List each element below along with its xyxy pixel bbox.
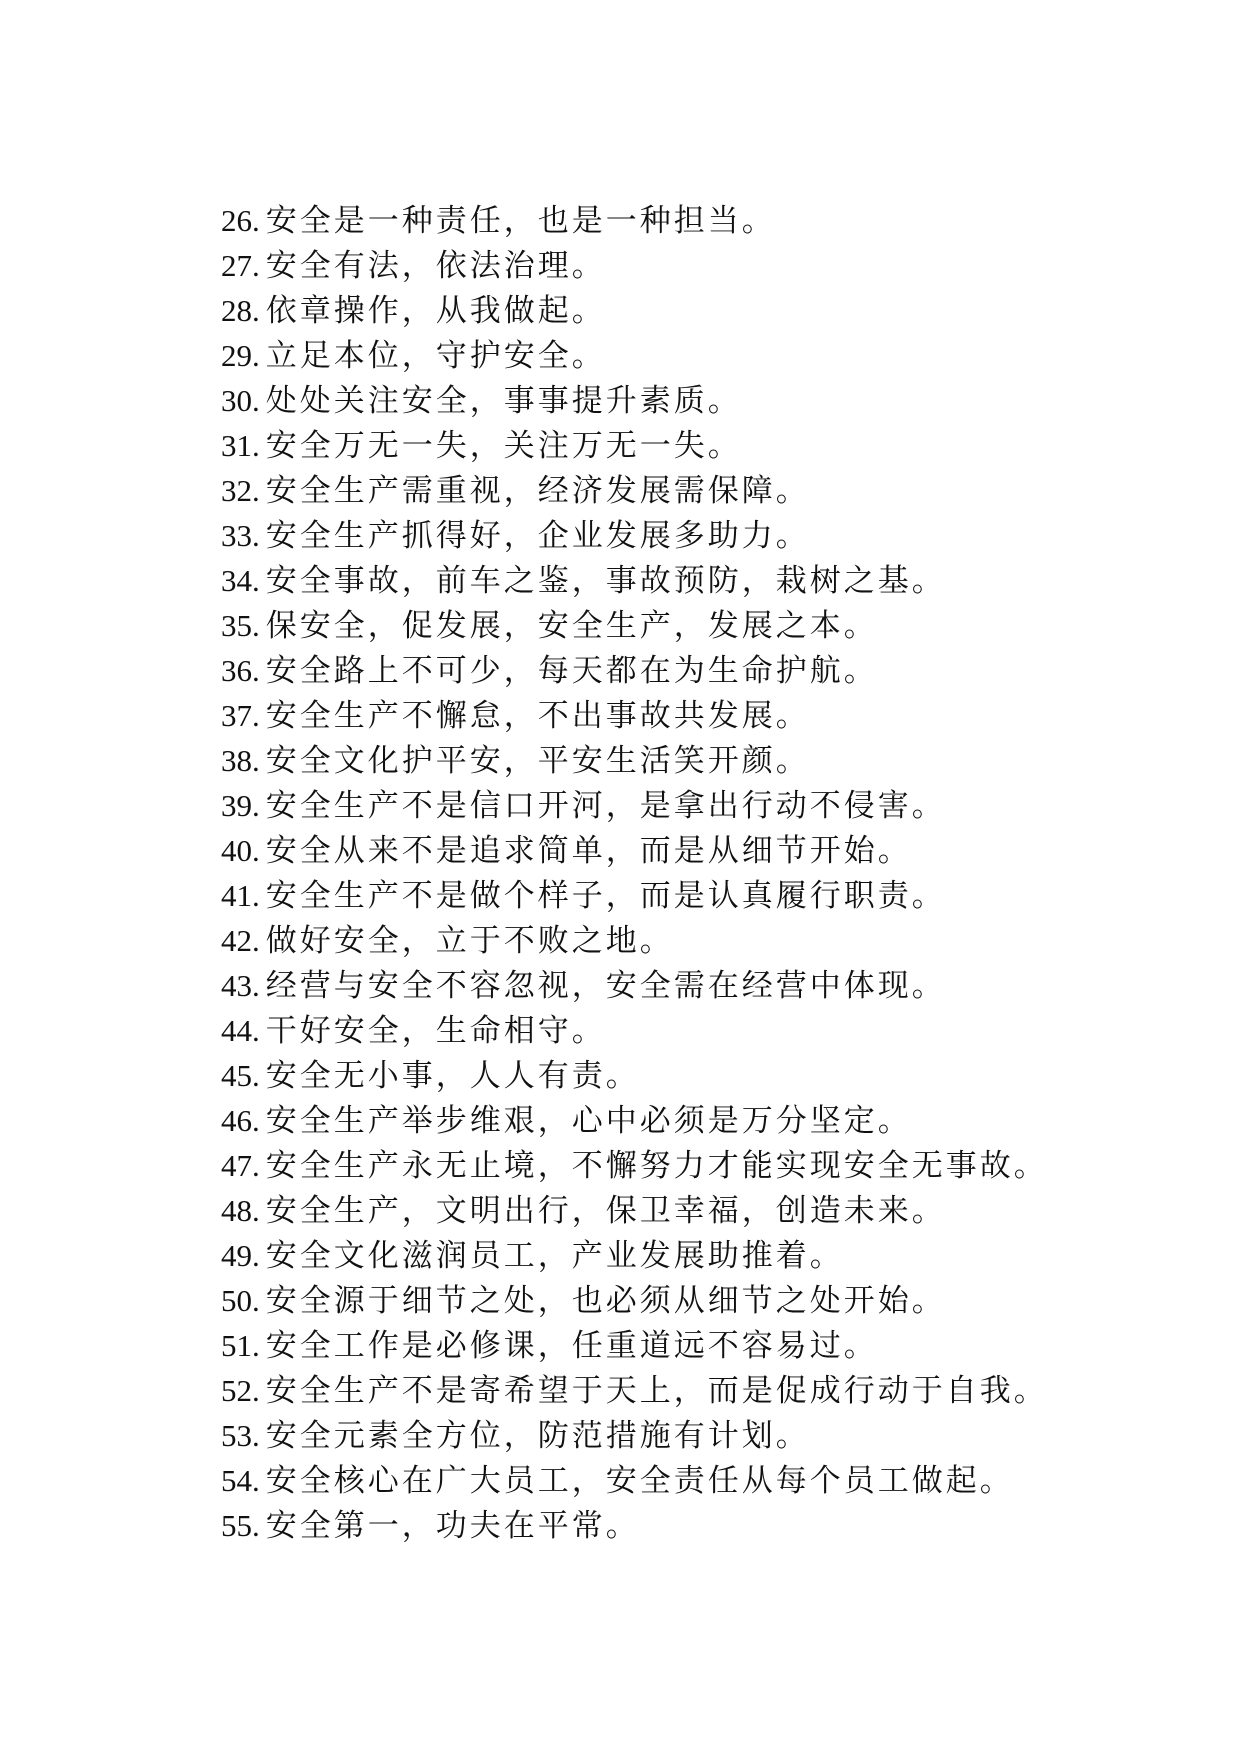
list-item xyxy=(221,468,1181,513)
list-item xyxy=(221,378,1181,423)
item-number: 41. xyxy=(221,878,260,913)
list-item xyxy=(221,243,1181,288)
item-number: 42. xyxy=(221,923,260,958)
list-item xyxy=(221,828,1181,873)
item-text: 安全无小事，人人有责。 xyxy=(265,1058,640,1093)
item-number: 30. xyxy=(221,383,260,418)
item-text: 安全生产不是信口开河，是拿出行动不侵害。 xyxy=(265,788,946,823)
item-number: 49. xyxy=(221,1238,260,1273)
item-number: 47. xyxy=(221,1148,260,1183)
item-number: 35. xyxy=(221,608,260,643)
item-text: 安全文化滋润员工，产业发展助推着。 xyxy=(265,1238,844,1273)
item-text: 安全源于细节之处，也必须从细节之处开始。 xyxy=(265,1283,946,1318)
item-number: 34. xyxy=(221,563,260,598)
list-item xyxy=(221,783,1181,828)
list-item xyxy=(221,603,1181,648)
item-number: 39. xyxy=(221,788,260,823)
item-number: 46. xyxy=(221,1103,260,1138)
item-text: 经营与安全不容忽视，安全需在经营中体现。 xyxy=(265,968,946,1003)
item-number: 28. xyxy=(221,293,260,328)
item-text: 依章操作，从我做起。 xyxy=(265,293,606,328)
item-text: 安全事故，前车之鉴，事故预防，栽树之基。 xyxy=(265,563,946,598)
list-item xyxy=(221,1098,1181,1143)
item-text: 安全生产永无止境，不懈努力才能实现安全无事故。 xyxy=(265,1148,1048,1183)
item-number: 32. xyxy=(221,473,260,508)
item-text: 干好安全，生命相守。 xyxy=(265,1013,606,1048)
item-number: 37. xyxy=(221,698,260,733)
item-number: 26. xyxy=(221,203,260,238)
list-item xyxy=(221,333,1181,378)
item-text: 安全万无一失，关注万无一失。 xyxy=(265,428,742,463)
item-text: 安全是一种责任，也是一种担当。 xyxy=(265,203,776,238)
item-text: 安全生产举步维艰，心中必须是万分坚定。 xyxy=(265,1103,912,1138)
list-item xyxy=(221,648,1181,693)
item-number: 51. xyxy=(221,1328,260,1363)
list-item xyxy=(221,1323,1181,1368)
item-text: 安全生产需重视，经济发展需保障。 xyxy=(265,473,810,508)
list-item xyxy=(221,288,1181,333)
list-item xyxy=(221,1233,1181,1278)
list-item xyxy=(221,873,1181,918)
item-number: 45. xyxy=(221,1058,260,1093)
item-number: 31. xyxy=(221,428,260,463)
item-text: 安全生产不懈怠，不出事故共发展。 xyxy=(265,698,810,733)
list-item xyxy=(221,1503,1181,1548)
list-item xyxy=(221,918,1181,963)
item-text: 处处关注安全，事事提升素质。 xyxy=(265,383,742,418)
item-number: 44. xyxy=(221,1013,260,1048)
slogan-list xyxy=(221,198,1181,1548)
item-text: 安全生产不是做个样子，而是认真履行职责。 xyxy=(265,878,946,913)
list-item xyxy=(221,1188,1181,1233)
item-number: 27. xyxy=(221,248,260,283)
item-text: 安全有法，依法治理。 xyxy=(265,248,606,283)
item-text: 安全路上不可少，每天都在为生命护航。 xyxy=(265,653,878,688)
item-text: 安全生产不是寄希望于天上，而是促成行动于自我。 xyxy=(265,1373,1048,1408)
list-item xyxy=(221,558,1181,603)
list-item xyxy=(221,1053,1181,1098)
list-item xyxy=(221,1008,1181,1053)
item-number: 54. xyxy=(221,1463,260,1498)
list-item xyxy=(221,963,1181,1008)
list-item xyxy=(221,423,1181,468)
item-number: 29. xyxy=(221,338,260,373)
item-text: 保安全，促发展，安全生产，发展之本。 xyxy=(265,608,878,643)
item-text: 安全第一，功夫在平常。 xyxy=(265,1508,640,1543)
list-item xyxy=(221,513,1181,558)
item-text: 安全核心在广大员工，安全责任从每个员工做起。 xyxy=(265,1463,1014,1498)
item-number: 52. xyxy=(221,1373,260,1408)
list-item xyxy=(221,1458,1181,1503)
item-number: 33. xyxy=(221,518,260,553)
item-text: 安全工作是必修课，任重道远不容易过。 xyxy=(265,1328,878,1363)
item-number: 50. xyxy=(221,1283,260,1318)
list-item xyxy=(221,738,1181,783)
item-number: 40. xyxy=(221,833,260,868)
item-number: 38. xyxy=(221,743,260,778)
list-item xyxy=(221,1143,1181,1188)
item-number: 43. xyxy=(221,968,260,1003)
item-number: 36. xyxy=(221,653,260,688)
item-text: 做好安全，立于不败之地。 xyxy=(265,923,674,958)
item-text: 安全元素全方位，防范措施有计划。 xyxy=(265,1418,810,1453)
item-text: 立足本位，守护安全。 xyxy=(265,338,606,373)
list-item xyxy=(221,1368,1181,1413)
item-text: 安全文化护平安，平安生活笑开颜。 xyxy=(265,743,810,778)
item-number: 55. xyxy=(221,1508,260,1543)
item-text: 安全生产抓得好，企业发展多助力。 xyxy=(265,518,810,553)
list-item xyxy=(221,198,1181,243)
list-item xyxy=(221,1278,1181,1323)
list-item xyxy=(221,1413,1181,1458)
item-text: 安全生产，文明出行，保卫幸福，创造未来。 xyxy=(265,1193,946,1228)
item-text: 安全从来不是追求简单，而是从细节开始。 xyxy=(265,833,912,868)
item-number: 48. xyxy=(221,1193,260,1228)
list-item xyxy=(221,693,1181,738)
item-number: 53. xyxy=(221,1418,260,1453)
